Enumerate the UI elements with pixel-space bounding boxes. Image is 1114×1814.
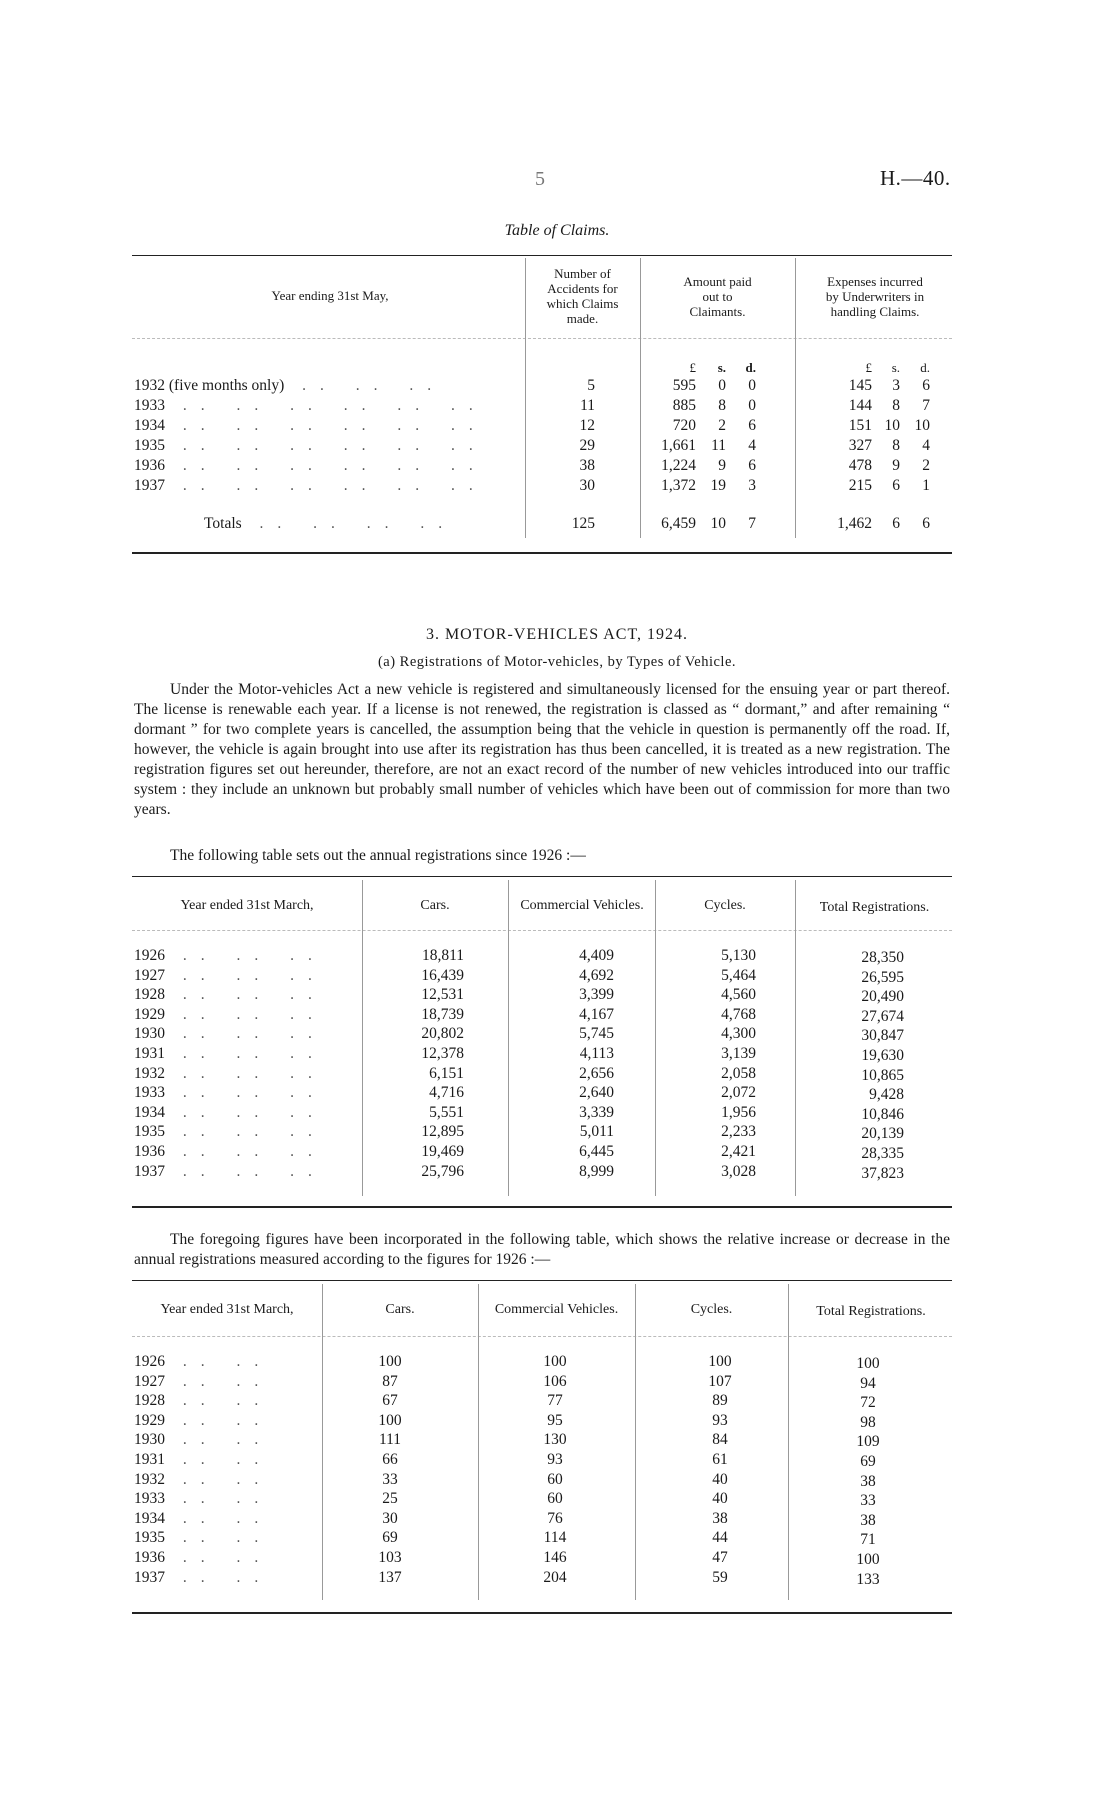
claims-header-amount: Amount paid out to Claimants. (683, 274, 752, 319)
claims-expenses-pence: 6 (922, 377, 930, 394)
reg-header-year: Year ended 31st March, (180, 898, 314, 913)
reg-cycles: 5,464 (721, 967, 756, 984)
reg-header-cycles: Cycles. (704, 898, 746, 913)
rel-commercial: 95 (547, 1412, 563, 1429)
rel-cars: 137 (378, 1569, 402, 1586)
reg-total: 10,846 (861, 1106, 904, 1123)
rel-cycles: 38 (712, 1510, 728, 1527)
reg-header-total: Total Registrations. (819, 900, 930, 915)
reg-cars: 4,716 (429, 1084, 464, 1101)
claims-expenses-shillings: 8 (892, 397, 900, 414)
claims-amount-pence: 0 (748, 377, 756, 394)
reg-commercial: 8,999 (579, 1163, 614, 1180)
rel-cars: 87 (382, 1373, 398, 1390)
claims-year: 1934 .. .. .. .. .. .. (134, 417, 487, 434)
claims-year: 1935 .. .. .. .. .. .. (134, 437, 487, 454)
reg-cycles: 4,560 (721, 986, 756, 1003)
claims-accidents: 38 (579, 457, 595, 474)
rel-cycles: 61 (712, 1451, 728, 1468)
reg-total: 19,630 (861, 1047, 904, 1064)
claims-expenses-pence: 10 (914, 417, 930, 434)
rel-total: 94 (860, 1375, 876, 1392)
reg-cars: 5,551 (429, 1104, 464, 1121)
reg-cycles: 4,768 (721, 1006, 756, 1023)
reg-total: 37,823 (861, 1165, 904, 1182)
reg-commercial: 4,167 (579, 1006, 614, 1023)
reg-commercial: 4,409 (579, 947, 614, 964)
rel-header-cycles: Cycles. (690, 1302, 733, 1317)
claims-amount-shillings: 2 (718, 417, 726, 434)
reg-cycles: 3,139 (721, 1045, 756, 1062)
reg-cycles: 2,233 (721, 1123, 756, 1140)
reg-year: 1927 .. .. .. (134, 967, 326, 984)
reg-header-cars: Cars. (420, 898, 450, 913)
expenses-pence-unit: d. (920, 360, 930, 375)
totals-amount-pounds: 6,459 (661, 515, 696, 532)
reg-cars: 6,151 (429, 1065, 464, 1082)
reg-total: 28,335 (861, 1145, 904, 1162)
claims-year: 1936 .. .. .. .. .. .. (134, 457, 487, 474)
totals-amount-pence: 7 (748, 515, 756, 532)
rel-cycles: 40 (712, 1471, 728, 1488)
rel-year: 1935 .. .. (134, 1529, 273, 1546)
claims-expenses-pence: 1 (922, 477, 930, 494)
reg-commercial: 3,339 (579, 1104, 614, 1121)
rel-header-cars: Cars. (385, 1302, 415, 1317)
claims-accidents: 29 (579, 437, 595, 454)
rel-commercial: 76 (547, 1510, 563, 1527)
rel-year: 1927 .. .. (134, 1373, 273, 1390)
rel-header-commercial: Commercial Vehicles. (494, 1302, 619, 1317)
totals-amount-shillings: 10 (710, 515, 726, 532)
reg-year: 1931 .. .. .. (134, 1045, 326, 1062)
section-subheading: (a) Registrations of Motor-vehicles, by Types of Vehicle. (377, 654, 737, 670)
page-number: 5 (535, 168, 545, 190)
totals-expenses-pence: 6 (922, 515, 930, 532)
claims-accidents: 11 (580, 397, 595, 414)
claims-expenses-pounds: 327 (848, 437, 872, 454)
rel-cars: 30 (382, 1510, 398, 1527)
rel-cars: 33 (382, 1471, 398, 1488)
claims-amount-shillings: 11 (711, 437, 726, 454)
expenses-pounds-unit: £ (865, 360, 872, 375)
claims-expenses-shillings: 10 (884, 417, 900, 434)
rel-commercial: 60 (547, 1490, 563, 1507)
reg-year: 1933 .. .. .. (134, 1084, 326, 1101)
rel-year: 1928 .. .. (134, 1392, 273, 1409)
reg-cars: 12,895 (421, 1123, 464, 1140)
rel-commercial: 114 (543, 1529, 567, 1546)
claims-expenses-pence: 4 (922, 437, 930, 454)
rel-total: 98 (860, 1414, 876, 1431)
rel-cars: 25 (382, 1490, 398, 1507)
claims-expenses-shillings: 6 (892, 477, 900, 494)
rel-year: 1926 .. .. (134, 1353, 273, 1370)
claims-amount-pounds: 1,661 (661, 437, 696, 454)
reg-total: 30,847 (861, 1027, 904, 1044)
claims-amount-pounds: 595 (672, 377, 696, 394)
rel-total: 38 (860, 1512, 876, 1529)
expenses-shillings-unit: s. (891, 360, 900, 375)
reg-commercial: 6,445 (579, 1143, 614, 1160)
claims-year: 1933 .. .. .. .. .. .. (134, 397, 487, 414)
reg-cars: 12,378 (421, 1045, 464, 1062)
relative-intro: The foregoing figures have been incorporated in the following table, which shows the relative increase or decrease in the annual registrations measured according to the figures for 1926 :— (134, 1231, 950, 1268)
rel-header-total: Total Registrations. (816, 1304, 926, 1319)
rel-cycles: 100 (708, 1353, 732, 1370)
reg-cars: 12,531 (421, 986, 464, 1003)
claims-amount-pence: 6 (748, 457, 756, 474)
reg-cars: 18,739 (421, 1006, 464, 1023)
rel-year: 1930 .. .. (134, 1431, 273, 1448)
reg-cycles: 5,130 (721, 947, 756, 964)
rel-commercial: 60 (547, 1471, 563, 1488)
claims-amount-shillings: 8 (718, 397, 726, 414)
totals-label: Totals .. .. .. .. (204, 515, 457, 532)
reg-cycles: 2,072 (721, 1084, 756, 1101)
claims-amount-pounds: 1,224 (661, 457, 696, 474)
reg-cycles: 3,028 (721, 1163, 756, 1180)
rel-total: 100 (856, 1551, 880, 1568)
reg-cars: 16,439 (421, 967, 464, 984)
registrations-intro: The following table sets out the annual registrations since 1926 :— (170, 847, 586, 864)
totals-expenses-shillings: 6 (892, 515, 900, 532)
rel-cycles: 84 (712, 1431, 728, 1448)
claims-amount-pounds: 885 (672, 397, 696, 414)
claims-amount-shillings: 9 (718, 457, 726, 474)
reg-cycles: 4,300 (721, 1025, 756, 1042)
reg-cars: 20,802 (421, 1025, 464, 1042)
rel-cycles: 107 (708, 1373, 732, 1390)
reg-commercial: 2,656 (579, 1065, 614, 1082)
rel-total: 38 (860, 1473, 876, 1490)
claims-accidents: 30 (579, 477, 595, 494)
rel-cycles: 40 (712, 1490, 728, 1507)
claims-amount-pounds: 720 (672, 417, 696, 434)
claims-amount-pounds: 1,372 (661, 477, 696, 494)
rel-total: 71 (860, 1531, 876, 1548)
reg-year: 1928 .. .. .. (134, 986, 326, 1003)
reg-commercial: 5,011 (579, 1123, 614, 1140)
rel-year: 1936 .. .. (134, 1549, 273, 1566)
rel-commercial: 146 (543, 1549, 567, 1566)
rel-total: 109 (856, 1433, 880, 1450)
rel-total: 100 (856, 1355, 880, 1372)
claims-accidents: 12 (579, 417, 595, 434)
section-heading: 3. MOTOR-VEHICLES ACT, 1924. (425, 626, 689, 643)
rel-cars: 66 (382, 1451, 398, 1468)
rel-cars: 69 (382, 1529, 398, 1546)
reg-total: 20,139 (861, 1125, 904, 1142)
section-paragraph: Under the Motor-vehicles Act a new vehicle is registered and simultaneously licensed for the ensuing year or part thereof. The license is renewable each year. If a license is not renewed, the registration is classed as “ dormant,” and after remaining “ dormant ” for two complete years is cancelled, the assumption being that the vehicle in question is permanently off the road. If, however, the vehicle is again brought into use after its registration has thus been cancelled, it is treated as a new registration. The registration figures set out hereunder, therefore, are not an exact record of the number of new vehicles introduced into our traffic system : they include an unknown but probably small number of vehicles which have been out of commission for more than two years. (134, 681, 950, 818)
totals-expenses-pounds: 1,462 (837, 515, 872, 532)
claims-amount-pence: 6 (748, 417, 756, 434)
rel-year: 1934 .. .. (134, 1510, 273, 1527)
rel-cars: 67 (382, 1392, 398, 1409)
claims-amount-shillings: 0 (718, 377, 726, 394)
reg-year: 1930 .. .. .. (134, 1025, 326, 1042)
rel-header-year: Year ended 31st March, (160, 1302, 294, 1317)
reg-total: 10,865 (861, 1067, 904, 1084)
reg-total: 27,674 (861, 1008, 904, 1025)
claims-expenses-shillings: 8 (892, 437, 900, 454)
reg-year: 1936 .. .. .. (134, 1143, 326, 1160)
rel-commercial: 204 (543, 1569, 567, 1586)
reg-year: 1934 .. .. .. (134, 1104, 326, 1121)
rel-total: 69 (860, 1453, 876, 1470)
claims-expenses-pounds: 144 (848, 397, 872, 414)
rel-year: 1932 .. .. (134, 1471, 273, 1488)
reg-cars: 19,469 (421, 1143, 464, 1160)
claims-expenses-pounds: 215 (848, 477, 872, 494)
claims-header-expenses: Expenses incurred by Underwriters in handling Claims. (825, 274, 925, 319)
reg-total: 20,490 (861, 988, 904, 1005)
reg-total: 28,350 (861, 949, 904, 966)
reg-cycles: 2,058 (721, 1065, 756, 1082)
rel-year: 1929 .. .. (134, 1412, 273, 1429)
reg-commercial: 5,745 (579, 1025, 614, 1042)
claims-expenses-pounds: 151 (848, 417, 872, 434)
claims-expenses-pounds: 145 (848, 377, 872, 394)
rel-year: 1931 .. .. (134, 1451, 273, 1468)
claims-expenses-shillings: 3 (892, 377, 900, 394)
rel-cycles: 89 (712, 1392, 728, 1409)
rel-commercial: 100 (543, 1353, 567, 1370)
totals-accidents: 125 (571, 515, 595, 532)
rel-cycles: 44 (712, 1529, 728, 1546)
reg-year: 1937 .. .. .. (134, 1163, 326, 1180)
reg-year: 1932 .. .. .. (134, 1065, 326, 1082)
rel-total: 33 (860, 1492, 876, 1509)
reg-total: 9,428 (869, 1086, 904, 1103)
claims-year: 1932 (five months only) .. .. .. (134, 377, 446, 394)
claims-expenses-shillings: 9 (892, 457, 900, 474)
rel-year: 1937 .. .. (134, 1569, 273, 1586)
reg-commercial: 3,399 (579, 986, 614, 1003)
reg-commercial: 4,113 (579, 1045, 614, 1062)
reg-year: 1935 .. .. .. (134, 1123, 326, 1140)
rel-commercial: 106 (543, 1373, 567, 1390)
reg-year: 1926 .. .. .. (134, 947, 326, 964)
claims-header-accidents: Number of Accidents for which Claims made. (546, 266, 619, 326)
reg-cars: 18,811 (421, 947, 464, 964)
rel-cars: 100 (378, 1353, 402, 1370)
reg-total: 26,595 (861, 969, 904, 986)
claims-year: 1937 .. .. .. .. .. .. (134, 477, 487, 494)
rel-cycles: 47 (712, 1549, 728, 1566)
rel-total: 72 (860, 1394, 876, 1411)
reg-cycles: 2,421 (721, 1143, 756, 1160)
reg-commercial: 4,692 (579, 967, 614, 984)
claims-amount-pence: 0 (748, 397, 756, 414)
reg-cycles: 1,956 (721, 1104, 756, 1121)
rel-year: 1933 .. .. (134, 1490, 273, 1507)
reg-header-commercial: Commercial Vehicles. (520, 898, 644, 913)
rel-cars: 100 (378, 1412, 402, 1429)
rel-cycles: 59 (712, 1569, 728, 1586)
amount-pence-unit: d. (745, 360, 756, 375)
rel-total: 133 (856, 1571, 880, 1588)
rel-cars: 111 (378, 1431, 402, 1448)
claims-expenses-pence: 7 (922, 397, 930, 414)
claims-accidents: 5 (587, 377, 595, 394)
rel-cars: 103 (378, 1549, 402, 1566)
document-reference: H.—40. (880, 166, 951, 190)
claims-expenses-pence: 2 (922, 457, 930, 474)
claims-amount-pence: 4 (748, 437, 756, 454)
rel-commercial: 93 (547, 1451, 563, 1468)
reg-commercial: 2,640 (579, 1084, 614, 1101)
claims-expenses-pounds: 478 (848, 457, 872, 474)
claims-amount-pence: 3 (748, 477, 756, 494)
claims-amount-shillings: 19 (710, 477, 726, 494)
rel-commercial: 130 (543, 1431, 567, 1448)
claims-header-year: Year ending 31st May, (271, 288, 389, 303)
rel-commercial: 77 (547, 1392, 563, 1409)
reg-cars: 25,796 (421, 1163, 464, 1180)
amount-pounds-unit: £ (689, 360, 696, 375)
claims-table-caption: Table of Claims. (504, 222, 610, 239)
amount-shillings-unit: s. (717, 360, 726, 375)
rel-cycles: 93 (712, 1412, 728, 1429)
reg-year: 1929 .. .. .. (134, 1006, 326, 1023)
